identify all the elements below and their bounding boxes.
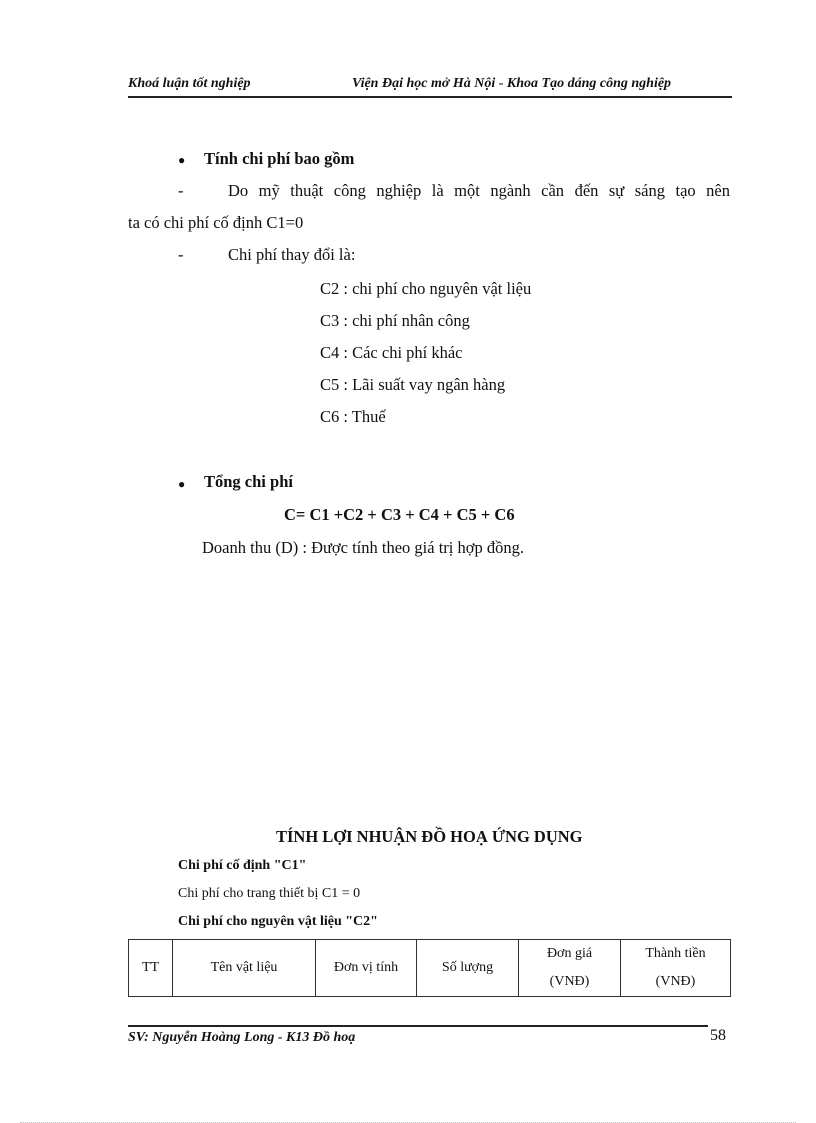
paragraph-line: Do mỹ thuật công nghiệp là một ngành cần đến sự sáng tạo nên (228, 181, 730, 200)
section-heading-costs: Tính chi phí bao gồm (204, 149, 355, 168)
header-right: Viện Đại học mở Hà Nội - Khoa Tạo dáng công nghiệp (352, 76, 672, 91)
header-left: Khoá luận tốt nghiệp (128, 76, 251, 91)
paragraph-line: Chi phí thay đổi là: (228, 245, 356, 264)
cost-item: C3 : chi phí nhân công (320, 311, 470, 330)
bullet-icon: ● (178, 477, 186, 491)
cost-item: C4 : Các chi phí khác (320, 343, 463, 362)
bullet-icon: ● (178, 153, 186, 167)
formula: C= C1 +C2 + C3 + C4 + C5 + C6 (284, 505, 515, 524)
cost-item: C6 : Thuế (320, 407, 386, 426)
col-unit: Đơn vị tính (316, 940, 417, 997)
col-tt: TT (129, 940, 173, 997)
material-table (128, 939, 731, 997)
footer-rule (128, 1025, 708, 1027)
equipment-cost: Chi phí cho trang thiết bị C1 = 0 (178, 886, 361, 901)
cost-item: C2 : chi phí cho nguyên vật liệu (320, 279, 532, 298)
material-cost-label: Chi phí cho nguyên vật liệu "C2" (178, 914, 378, 929)
col-total-line2: (VNĐ) (655, 974, 696, 989)
page-number: 58 (710, 1027, 726, 1044)
dash-marker: - (178, 245, 184, 264)
section-heading-total: Tổng chi phí (204, 472, 293, 491)
profit-title: TÍNH LỢI NHUẬN ĐỒ HOẠ ỨNG DỤNG (276, 827, 583, 846)
col-unit-price-line1: Đơn giá (546, 946, 593, 961)
paragraph-line: ta có chi phí cố định C1=0 (128, 213, 304, 232)
fixed-cost-label: Chi phí cố định "C1" (178, 858, 307, 873)
header-rule (128, 96, 732, 98)
col-total-line1: Thành tiền (645, 946, 706, 961)
revenue-text: Doanh thu (D) : Được tính theo giá trị hợp đồng. (202, 538, 524, 557)
cost-item: C5 : Lãi suất vay ngân hàng (320, 375, 506, 394)
col-unit-price-line2: (VNĐ) (549, 974, 590, 989)
table-header-row (129, 940, 731, 997)
col-total (621, 940, 731, 997)
col-material-name: Tên vật liệu (173, 940, 316, 997)
footer-author: SV: Nguyễn Hoàng Long - K13 Đồ hoạ (128, 1030, 356, 1045)
col-unit-price (519, 940, 621, 997)
col-quantity: Số lượng (417, 940, 519, 997)
dash-marker: - (178, 181, 184, 200)
